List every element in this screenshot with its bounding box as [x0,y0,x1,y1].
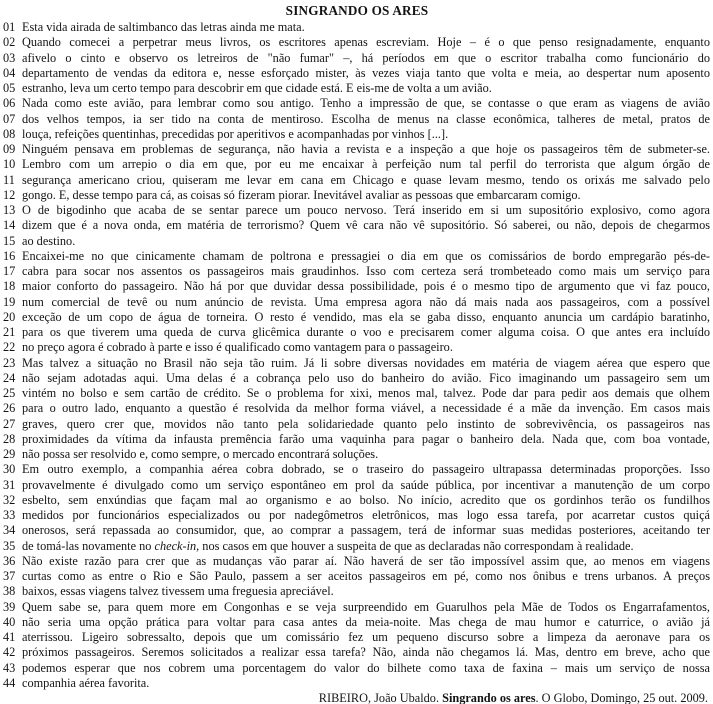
line-number: 30 [3,462,16,477]
line-text: Lembro com um arrepio o dia em que, por eu me encaixar à perfeição num tal perfil do terrorista que algum órgão de [22,157,710,172]
line-number: 16 [3,248,16,263]
line-text: afivelo o cinto e observo os letreiros de "não fumar" –, há períodos em que o escritor trabalha como funcionário do [22,50,710,65]
line-text: maior conforto do passageiro. Não há por que duvidar dessa possibilidade, pois é o mesmo tipo de argumento que vi faz pouco, [22,279,710,294]
line-text: Mas talvez a situação no Brasil não seja tão ruim. Já li sobre diversas novidades em matéria de viagem aérea que espero que [22,355,710,370]
text-line [3,264,711,279]
line-text: louça, refeições quentinhas, precedidas por aperitivos e acompanhadas por vinhos [...]. [22,126,449,141]
text-line [3,371,711,386]
line-text: não sejam adotadas aqui. Uma delas é a cobrança pelo uso do banheiro do avião. Fico imaginando um passageiro sem um [22,370,710,385]
line-number: 19 [3,294,16,309]
line-number: 43 [3,660,16,675]
text-line [3,569,711,584]
line-number: 17 [3,264,16,278]
line-text: graves, quero crer que, movidos não tanto pela solidariedade quanto pelo instinto de sobrevivência, os passageiros nas [22,416,710,431]
line-text: esbelto, sem enxúndias que façam mal ao organismo e ao bolso. No início, acredito que os gordinhos terão os fundilhos [22,492,710,507]
line-text: ao destino. [22,233,76,248]
text-line [3,401,711,416]
text-line [3,554,711,569]
line-text: provavelmente é divulgado como um serviço espontâneo em prol da saúde pública, por incentivar a manutenção de um corpo [22,477,710,492]
text-line [3,325,711,340]
line-text: próximos passageiros. Seremos solicitados a realizar essa tarefa? Não, ainda não chegamos lá. Mas, dentro em breve, acho que [22,645,710,660]
line-number: 05 [3,81,16,95]
line-text: medidos por funcionários especializados ou por nadegômetros eletrônicos, mas logo essa tarefa, por acarretar custos quiçá [22,508,710,522]
line-number: 41 [3,630,16,644]
line-text: Quando comecei a perpetrar meus livros, os escritores apenas escreviam. Hoje – é o que penso resignadamente, enquanto [22,35,710,50]
text-line [3,218,711,233]
line-text: não possa ser resolvido e, como sempre, o mercado encontrará soluções. [22,447,379,461]
text-line [3,96,711,111]
text-line [3,417,711,432]
text-line [3,600,711,615]
line-number: 12 [3,187,16,202]
line-text: baixos, essas viagens talvez tivessem uma freguesia apreciável. [22,584,334,599]
text-line [3,584,711,599]
line-text: dos velhos tempos, ia ser tido na conta de mentiroso. Escolha de menus na classe econômica, talheres de metal, pratos de [22,111,710,126]
line-text: estranho, leva um certo tempo para descobrir em que cidade está. E eis-me de volta a um avião. [22,81,492,95]
line-text: de tomá-las novamente no check-in, nos casos em que houver a suspeita de que as declaradas não correspondam à realidade. [22,538,634,553]
line-number: 39 [3,599,16,614]
line-number: 34 [3,523,16,538]
line-text: num comercial de tevê ou num anúncio de revista. Uma empresa agora não dá mais nada aos passageiros, com a possível [22,294,710,309]
line-text: para os que tiverem uma queda de curva glicêmica durante o voo e precisarem comer alguma coisa. O que antes era incluído [22,325,710,339]
line-text: onerosos, será repassada ao consumidor, que, ao comprar a passagem, terá de informar suas medidas posteriores, aceitando ter [22,523,710,538]
text-line [3,295,711,310]
text-line [3,173,711,188]
line-text: segurança americano criou, quiseram me levar em cana em Chicago e quase levam mesmo, tendo os orixás me salvado pelo [22,172,710,187]
line-number: 31 [3,477,16,492]
line-number: 37 [3,569,16,583]
line-number: 25 [3,386,16,400]
text-line [3,386,711,401]
line-number: 14 [3,218,16,233]
line-text: exceção de um copo de água de torneira. O resto é vendido, mas ela se gaba disso, enquanto anuncia um cardápio baratinho, [22,309,710,324]
line-number: 33 [3,508,16,522]
line-number: 04 [3,65,16,80]
text-line [3,234,711,249]
line-number: 29 [3,447,16,461]
text-line [3,447,711,462]
line-number: 01 [3,20,16,34]
line-number: 02 [3,35,16,50]
line-text: vintém no bolso e sem cartão de crédito. Se o problema for xixi, menos mal, talvez. Pode dar para pedir aos demais que olhem [22,386,710,400]
text-line [3,661,711,676]
line-number: 06 [3,96,16,111]
line-number: 07 [3,111,16,126]
line-number: 13 [3,203,16,217]
text-line [3,157,711,172]
line-text: Nada como este avião, para lembrar como sou antigo. Tenho a impressão de que, se contasse o que eram as viagens de avião [22,96,710,111]
line-number: 40 [3,614,16,629]
line-number: 08 [3,126,16,141]
line-text: podemos esperar que nos cobrem uma porcentagem do valor do bilhete como taxa de faxina – mais um serviço de nossa [22,660,710,675]
line-number: 18 [3,279,16,294]
line-number: 38 [3,584,16,599]
line-number: 44 [3,675,16,690]
line-number: 21 [3,325,16,339]
line-number: 11 [3,172,15,187]
line-number: 27 [3,416,16,431]
citation-text: RIBEIRO, João Ubaldo. Singrando os ares. O Globo, Domingo, 25 out. 2009. [318,691,708,704]
line-text: departamento de vendas da editora e, nesse esforçado mister, às vezes viaja tanto que volta e meia, ao despertar num aposento [22,65,710,80]
text-line [3,188,711,203]
text-line [3,142,711,157]
line-text: curtas como as entre o Rio e São Paulo, passem a ser aceitos passageiros em pé, como nos ônibus e trens urbanos. A preços [22,569,710,583]
text-line [3,676,711,691]
text-line [3,539,711,554]
text-line [3,340,711,355]
line-text: proximidades da vítima da infausta premência farão uma vaquinha para pagar o banheiro dela. Nada que, com boa vontade, [22,431,710,446]
line-text: Em outro exemplo, a companhia aérea cobra dobrado, se o traseiro do passageiro ultrapassa determinadas proporções. Isso [22,462,710,477]
line-number: 24 [3,370,16,385]
text-line [3,66,711,81]
line-number: 32 [3,492,16,507]
line-text: gongo. E, desse tempo para cá, as coisas só fizeram piorar. Inevitável avaliar as pessoas que embarcaram comigo. [22,187,581,202]
line-text: O de bigodinho que acaba de se sentar parece um pouco nervoso. Terá inserido em si um supositório explosivo, como agora [22,203,710,217]
line-number: 28 [3,431,16,446]
text-line [3,508,711,523]
line-number: 03 [3,50,16,65]
citation [3,691,711,704]
text-line [3,203,711,218]
line-number: 15 [3,233,16,248]
text-line [3,645,711,660]
text-body [3,20,711,691]
line-text: aterrissou. Ligeiro sobressalto, depois que um comissário fez um pequeno discurso sobre a limpeza da aeronave para os [22,630,710,644]
line-number: 35 [3,538,16,553]
line-number: 10 [3,157,16,172]
line-text: Esta vida airada de saltimbanco das letras ainda me mata. [22,20,305,34]
line-text: Não existe razão para crer que as mudanças vão parar aí. Não haverá de ser tão impossível assim que, ao menos em viagens [22,553,710,568]
text-line [3,249,711,264]
text-line [3,493,711,508]
text-line [3,35,711,50]
line-number: 09 [3,142,16,156]
line-number: 23 [3,355,16,370]
text-line [3,523,711,538]
line-number: 22 [3,340,16,355]
text-line [3,615,711,630]
text-line [3,630,711,645]
text-line [3,51,711,66]
line-text: Quem sabe se, para quem more em Congonhas e se veja surpreendido em Guarulhos pela Mãe de Todos os Engarrafamentos, [22,599,710,614]
text-line [3,279,711,294]
line-number: 36 [3,553,16,568]
text-line [3,81,711,96]
line-text: no preço agora é cobrado à parte e isso é qualificado como vantagem para o passageiro. [22,340,453,355]
page-title: SINGRANDO OS ARES [285,3,429,18]
line-text: Encaixei-me no que cinicamente chamam de poltrona e pressagiei o dia em que os comissários de bordo empregarão pés-de- [22,248,710,263]
text-line [3,462,711,477]
text-line [3,478,711,493]
line-text: cabra para socar nos assentos os passageiros mais graudinhos. Isso com certeza será trombeteado como mais um serviço para [22,264,710,278]
text-line [3,127,711,142]
text-line [3,432,711,447]
line-number: 26 [3,401,16,416]
text-line [3,20,711,35]
line-text: companhia aérea favorita. [22,675,150,690]
line-text: não seria uma opção prática para voltar para casa antes da meia-noite. Mas chega de mau humor e caturrice, o avião já [22,614,710,629]
line-number: 42 [3,645,16,660]
line-text: para o outro lado, enquanto a questão é resolvida da melhor forma viável, a necessidade é a mãe da invenção. Em casos mais [22,401,710,416]
text-line [3,310,711,325]
line-number: 20 [3,309,16,324]
line-text: dizem que é a nova onda, em matéria de terrorismo? Quem vê cara não vê supositório. Só saberei, ou não, depois de chegarmos [22,218,710,233]
line-text: Ninguém pensava em problemas de segurança, não havia a revista e a inspeção a que hoje os passageiros têm de submeter-se. [22,142,710,156]
text-line [3,112,711,127]
text-line [3,356,711,371]
